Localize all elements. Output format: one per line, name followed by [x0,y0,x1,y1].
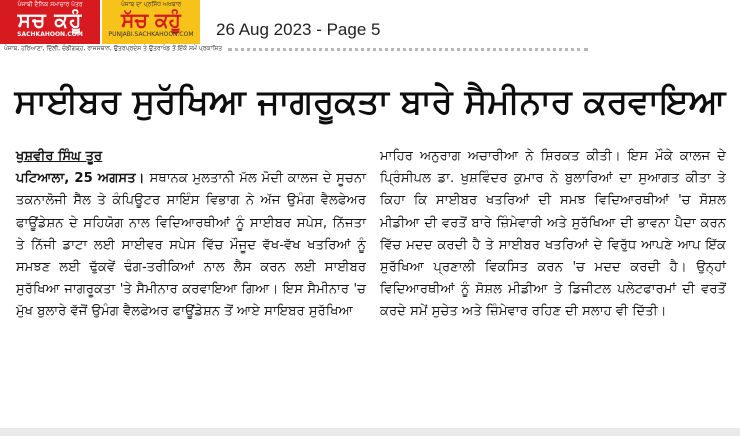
article-body-left: ਸਥਾਨਕ ਮੁਲਤਾਨੀ ਮੱਲ ਮੋਦੀ ਕਾਲਜ ਦੇ ਸੂਚਨਾ ਤਕਨਾਲੋਜੀ ਸੈੱਲ ਤੇ ਕੰਪਿਊਟਰ ਸਾਇੰਸ ਵਿਭਾਗ ਨੇ ਅੱਜ ਉਮੰਗ ਵੈਲਫੇਅਰ ਫਾਊਂਡੇਸ਼ਨ ਦੇ ਸਹਿਯੋਗ ਨਾਲ ਵਿਦਿਆਰਥੀਆਂ ਨੂੰ ਸਾਈਬਰ ਸਪੇਸ, ਨਿੱਜਤਾ ਤੇ ਨਿੱਜੀ ਡਾਟਾ ਲਈ ਸਾਈਵਰ ਸਪੇਸ ਵਿੱਚ ਮੌਜੂਦ ਵੱਖ-ਵੱਖ ਖਤਰਿਆਂ ਨੂੰ ਸਮਝਣ ਲਈ ਢੁੱਕਵੇਂ ਢੰਗ-ਤਰੀਕਿਆਂ ਨਾਲ ਲੈਸ ਕਰਨ ਲਈ ਸਾਈਬਰ ਸੁਰੱਖਿਆ ਜਾਗਰੂਕਤਾ 'ਤੇ ਸੈਮੀਨਾਰ ਕਰਵਾਇਆ ਗਿਆ। ਇਸ ਸੈਮੀਨਾਰ 'ਚ ਮੁੱਖ ਬੁਲਾਰੇ ਵੱਜੋਂ ਉਮੰਗ ਵੈਲਫੇਅਰ ਫਾਊਂਡੇਸ਼ਨ ਤੋਂ ਆਏ ਸਾਇਬਰ ਸੁਰੱਖਿਆ [16,171,366,320]
article-column-left [16,146,366,324]
masthead [0,0,740,62]
logo-yellow-name: ਸੱਚ ਕਹੂੰ [121,8,181,32]
logo-red-tagline: ਪੰਜਾਬੀ ਦੈਨਿਕ ਸਮਾਚਾਰ ਪੱਤਰ [17,1,83,8]
cropped-article-edge [228,48,588,59]
article-dateline: ਪਟਿਆਲਾ, 25 ਅਗਸਤ। [16,171,150,187]
logo-yellow-site: PUNJABI.SACHKAHOON.COM [108,31,194,38]
logo-red-site: SACHKAHOON.COM [17,31,83,38]
page-bottom-strip [0,428,740,436]
article-column-right [380,146,726,324]
article-byline: ਖੁਸ਼ਵੀਰ ਸਿੰਘ ਤੂਰ [16,149,103,164]
sach-kahoon-logo-red[interactable] [0,0,100,44]
article-headline: ਸਾਈਬਰ ਸੁਰੱਖਿਆ ਜਾਗਰੂਕਤਾ ਬਾਰੇ ਸੈਮੀਨਾਰ ਕਰਵਾਇਆ [14,82,726,122]
edition-regions: ਪੰਜਾਬ, ਹਰਿਆਣਾ, ਦਿੱਲੀ, ਚੰਡੀਗੜ੍ਹ, ਰਾਜਸਥਾਨ, ਉਤਰਪ੍ਰਦੇਸ਼ ਤੇ ਉਤਰਾਖੰਡ ਤੋਂ ਇੱਕੋ ਸਮੇਂ ਪ੍ਰਕਾਸ਼ਿਤ [4,45,223,52]
article-body-right: ਮਾਹਿਰ ਅਨੁਰਾਗ ਅਚਾਰੀਆ ਨੇ ਸ਼ਿਰਕਤ ਕੀਤੀ। ਇਸ ਮੌਕੇ ਕਾਲਜ ਦੇ ਪ੍ਰਿੰਸੀਪਲ ਡਾ. ਖੁਸ਼ਵਿੰਦਰ ਕੁਮਾਰ ਨੇ ਬੁਲਾਰਿਆਂ ਦਾ ਸੁਆਗਤ ਕੀਤਾ ਤੇ ਕਿਹਾ ਕਿ ਸਾਈਬਰ ਖਤਰਿਆਂ ਦੀ ਸਮਝ ਵਿਦਿਆਰਥੀਆਂ 'ਚ ਸੋਸ਼ਲ ਮੀਡੀਆ ਦੀ ਵਰਤੋਂ ਬਾਰੇ ਜ਼ਿੰਮੇਵਾਰੀ ਅਤੇ ਸੁਰੱਖਿਆ ਦੀ ਭਾਵਨਾ ਪੈਦਾ ਕਰਨ ਵਿੱਚ ਮਦਦ ਕਰਦੀ ਹੈ ਤੇ ਸਾਈਬਰ ਖਤਰਿਆਂ ਦੇ ਵਿਰੁੱਧ ਆਪਣੇ ਆਪ ਇੱਕ ਸੁਰੱਖਿਆ ਪ੍ਰਣਾਲੀ ਵਿਕਸਿਤ ਕਰਨ 'ਚ ਮਦਦ ਕਰਦੀ ਹੈ। ਉਨ੍ਹਾਂ ਵਿਦਿਆਰਥੀਆਂ ਨੂੰ ਸੋਸ਼ਲ ਮੀਡੀਆ ਤੇ ਡਿਜੀਟਲ ਪਲੇਟਫਾਰਮਾਂ ਦੀ ਵਰਤੋਂ ਕਰਦੇ ਸਮੇਂ ਸੁਚੇਤ ਅਤੇ ਜ਼ਿੰਮੇਵਾਰ ਰਹਿਣ ਦੀ ਸਲਾਹ ਵੀ ਦਿੱਤੀ। [380,149,726,320]
sach-kahoon-logo-yellow[interactable] [102,0,200,44]
date-page-label: 26 Aug 2023 - Page 5 [216,20,381,39]
logo-yellow-tagline: ਪੰਜਾਬ ਦਾ ਪ੍ਰਸਿੱਧ ਅਖਬਾਰ [120,1,182,8]
logo-red-name: ਸਚ ਕਹੂੰ [17,8,83,32]
